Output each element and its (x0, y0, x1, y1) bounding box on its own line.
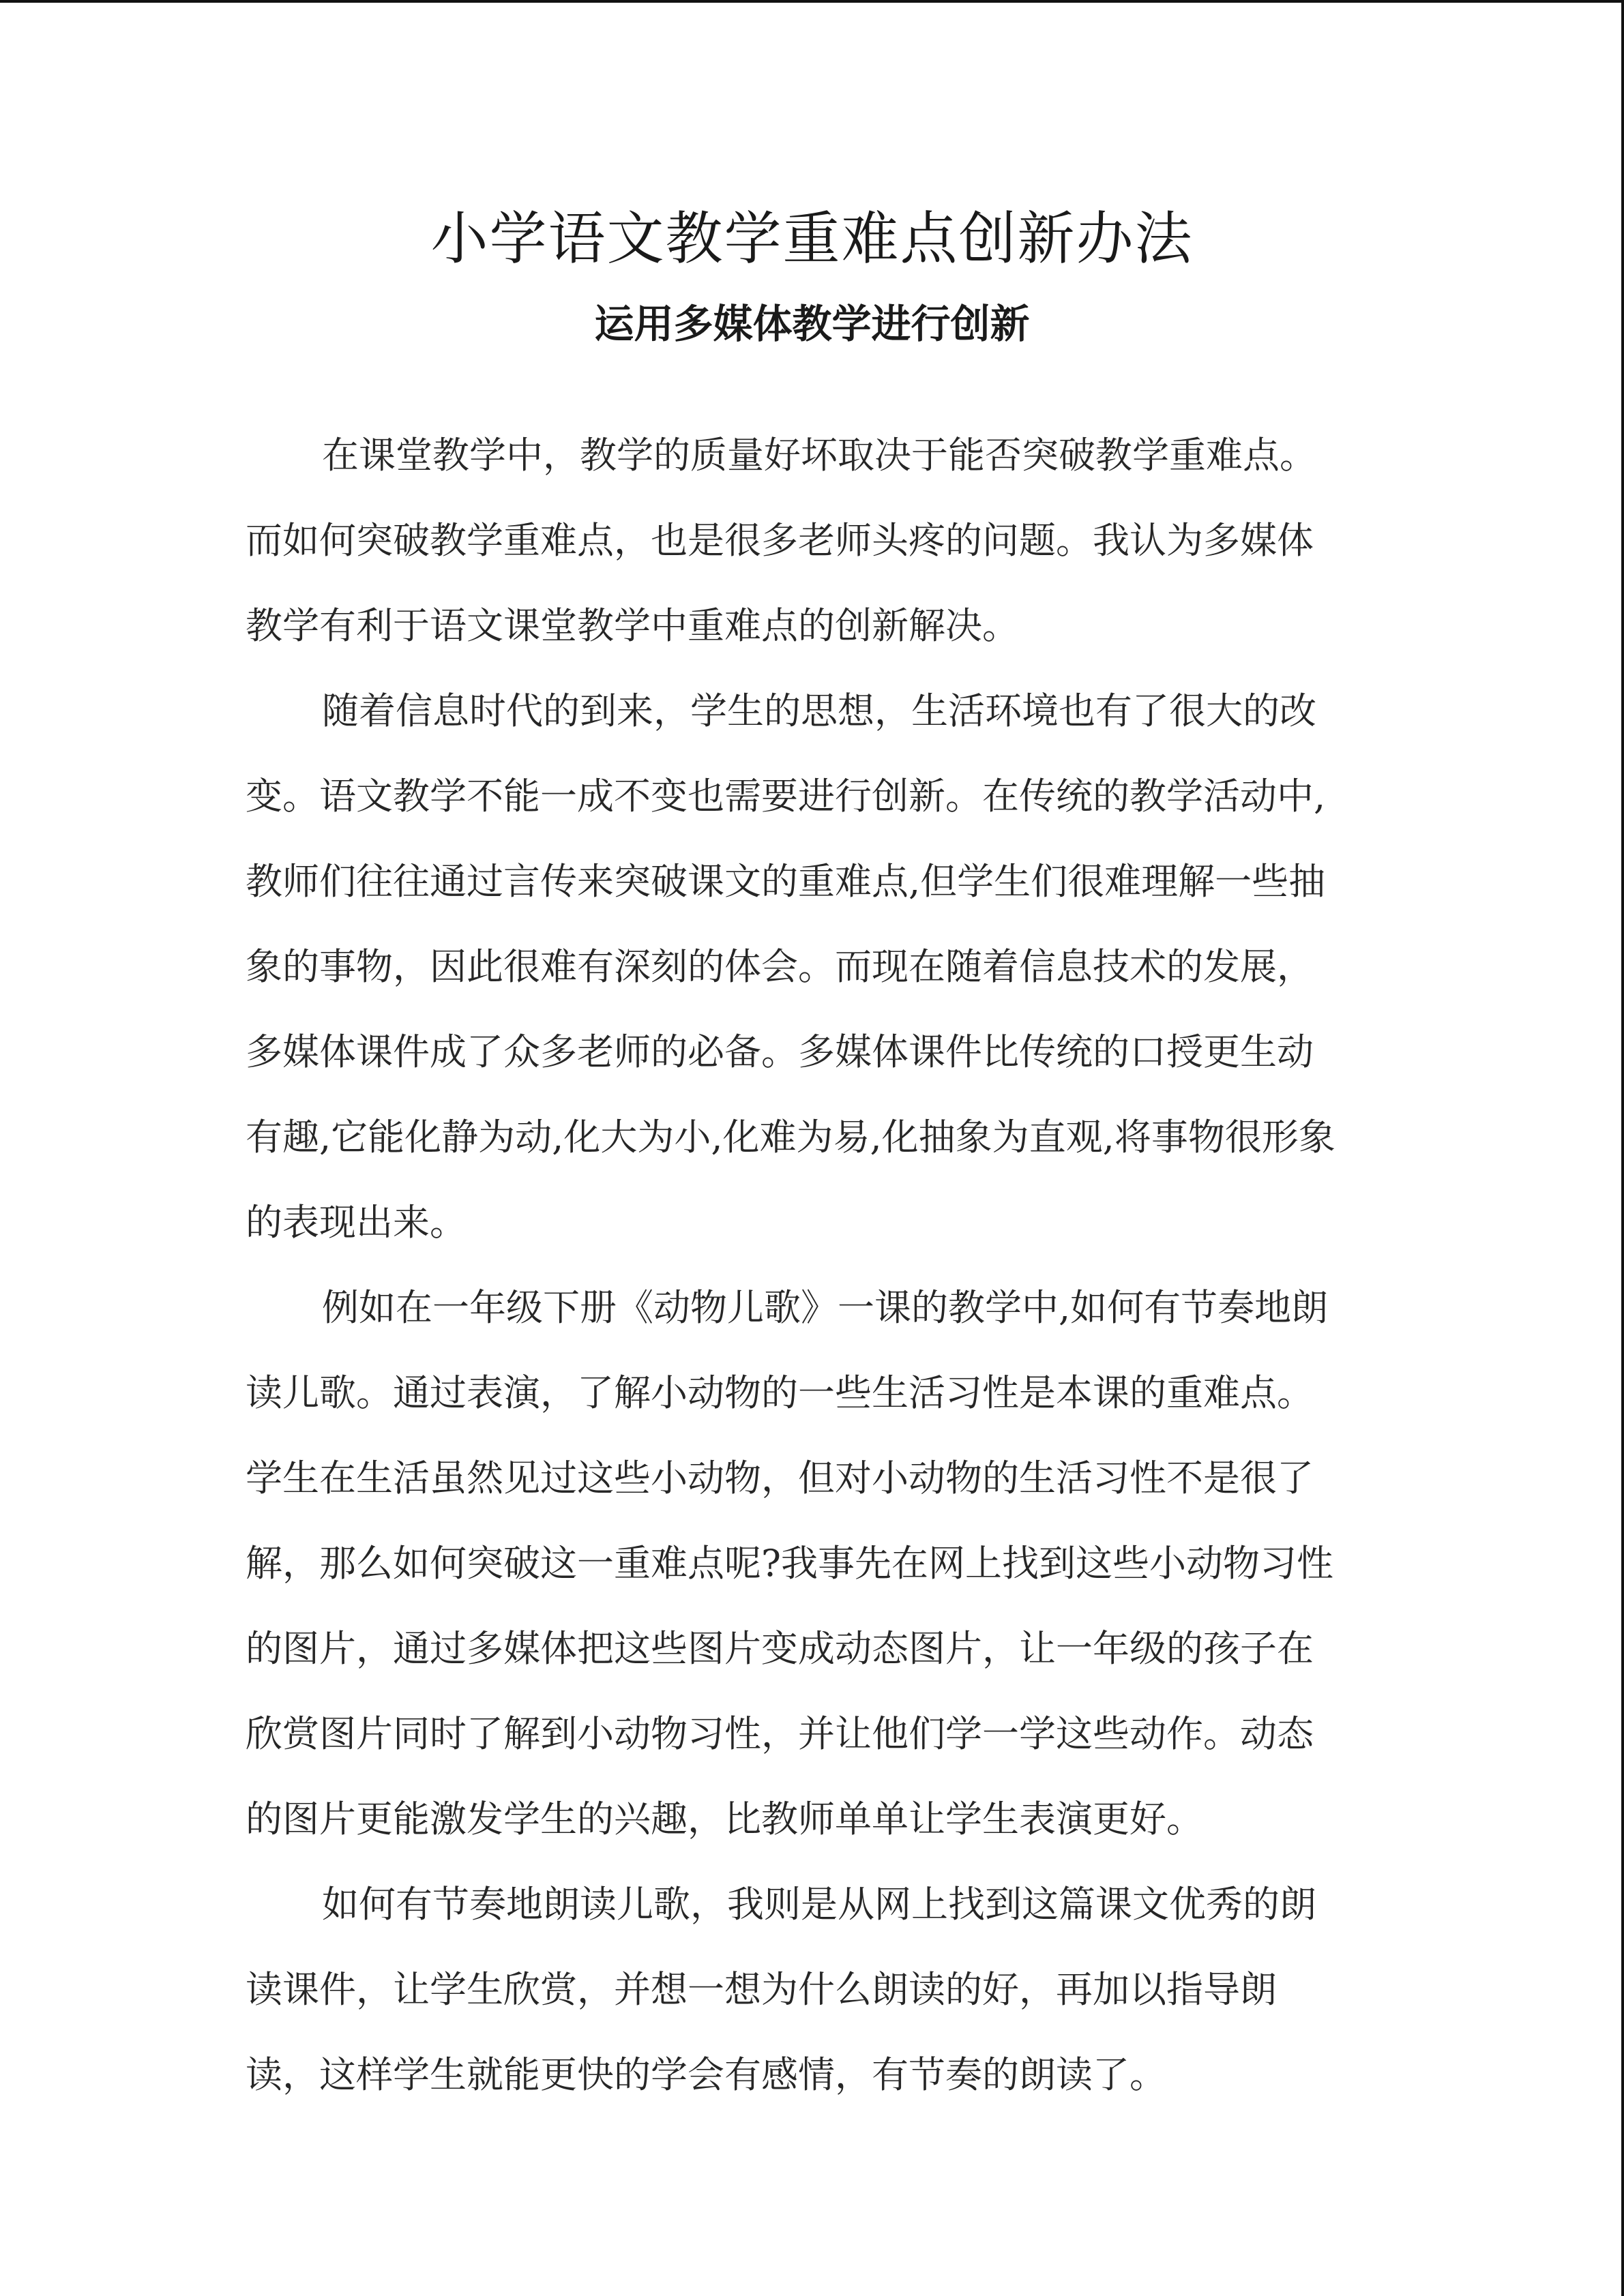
paragraph-3-line-7: 的图片更能激发学生的兴趣，比教师单单让学生表演更好。 (246, 1798, 1203, 1840)
paragraph-4-line-1: 如何有节奏地朗读儿歌，我则是从网上找到这篇课文优秀的朗 (322, 1883, 1316, 1926)
paragraph-3-line-4: 解，那么如何突破这一重难点呢?我事先在网上找到这些小动物习性 (246, 1542, 1333, 1585)
paragraph-2-line-5: 多媒体课件成了众多老师的必备。多媒体课件比传统的口授更生动 (246, 1030, 1314, 1073)
paragraph-3-line-3: 学生在生活虽然见过这些小动物，但对小动物的生活习性不是很了 (246, 1457, 1314, 1500)
paragraph-3-line-2: 读儿歌。通过表演，了解小动物的一些生活习性是本课的重难点。 (246, 1371, 1314, 1414)
paragraph-4-line-2: 读课件，让学生欣赏，并想一想为什么朗读的好，再加以指导朗 (246, 1968, 1277, 2011)
page-top-border (0, 0, 1624, 3)
paragraph-2-line-3: 教师们往往通过言传来突破课文的重难点,但学生们很难理解一些抽 (246, 860, 1326, 903)
paragraph-1-line-1: 在课堂教学中，教学的质量好坏取决于能否突破教学重难点。 (322, 434, 1316, 477)
paragraph-2-line-6: 有趣,它能化静为动,化大为小,化难为易,化抽象为直观,将事物很形象 (246, 1116, 1335, 1159)
paragraph-1-line-2: 而如何突破教学重难点，也是很多老师头疼的问题。我认为多媒体 (246, 519, 1314, 562)
document-subtitle: 运用多媒体教学进行创新 (594, 301, 1030, 347)
paragraph-3-line-1: 例如在一年级下册《动物儿歌》一课的教学中,如何有节奏地朗 (322, 1286, 1329, 1329)
paragraph-2-line-2: 变。语文教学不能一成不变也需要进行创新。在传统的教学活动中, (246, 775, 1326, 818)
paragraph-1-line-3: 教学有利于语文课堂教学中重难点的创新解决。 (246, 604, 1019, 647)
document-body (246, 413, 1378, 2117)
paragraph-4-line-3: 读，这样学生就能更快的学会有感情，有节奏的朗读了。 (246, 2053, 1166, 2096)
document-title: 小学语文教学重难点创新办法 (430, 205, 1194, 272)
paragraph-2-line-1: 随着信息时代的到来，学生的思想，生活环境也有了很大的改 (322, 689, 1316, 732)
paragraph-3-line-5: 的图片，通过多媒体把这些图片变成动态图片，让一年级的孩子在 (246, 1627, 1314, 1670)
paragraph-2-line-4: 象的事物，因此很难有深刻的体会。而现在随着信息技术的发展， (246, 945, 1314, 988)
paragraph-3-line-6: 欣赏图片同时了解到小动物习性，并让他们学一学这些动作。动态 (246, 1712, 1314, 1755)
paragraph-2-line-7: 的表现出来。 (246, 1201, 467, 1244)
